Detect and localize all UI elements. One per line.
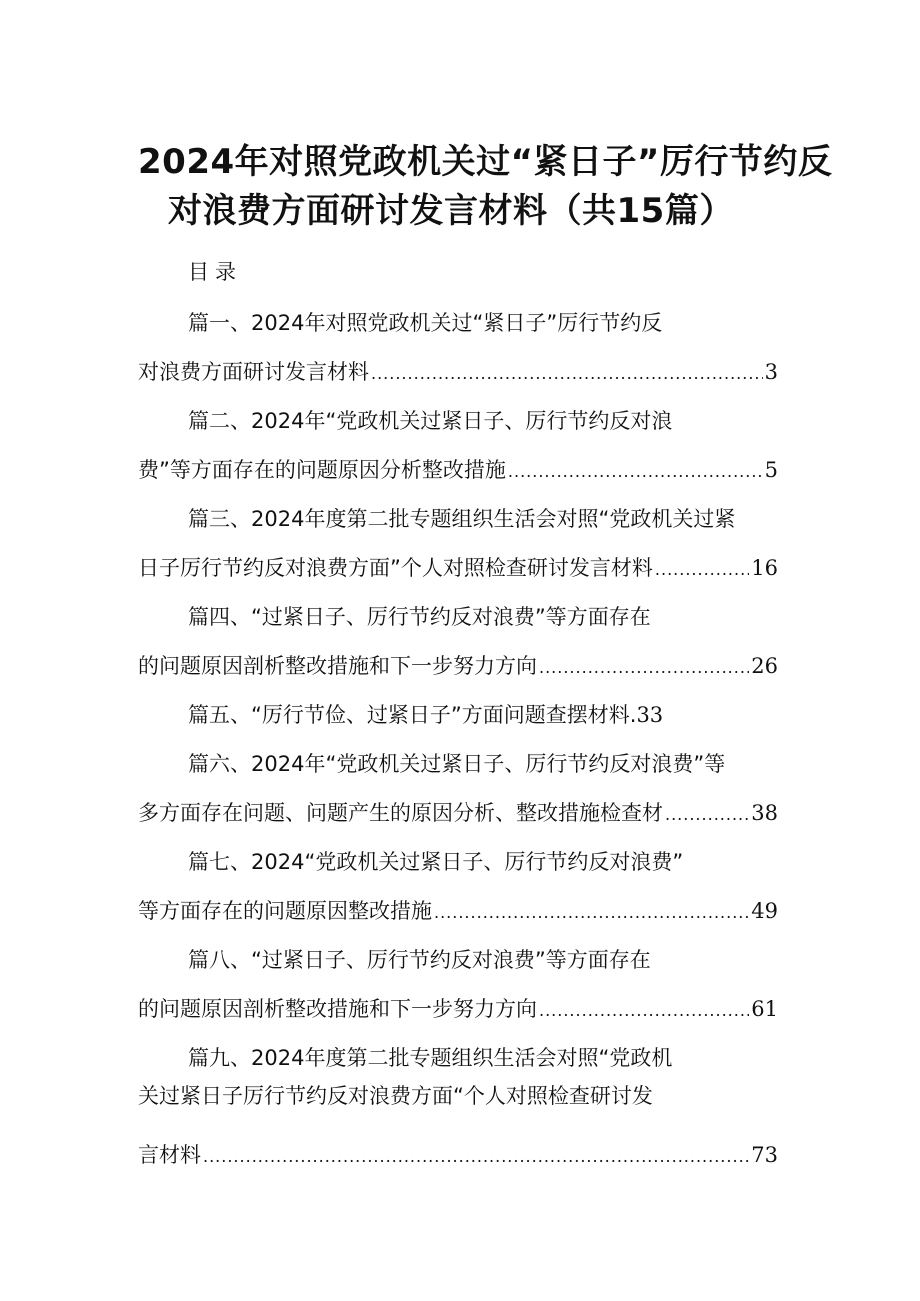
toc-entry-5-page: 33	[636, 703, 664, 727]
toc-entry-2-page: 5	[764, 458, 778, 482]
toc-entry-6-text: 多方面存在问题、问题产生的原因分析、整改措施检查材	[138, 801, 663, 825]
toc-entry-9-line-3	[138, 1139, 778, 1169]
toc-leader-dots	[434, 903, 749, 922]
toc-entry-9-line-1: 篇九、2024年度第二批专题组织生活会对照“党政机	[188, 1046, 673, 1070]
toc-entry-8-line-2	[138, 993, 778, 1023]
toc-entry-8-line-1: 篇八、“过紧日子、厉行节约反对浪费”等方面存在	[188, 948, 651, 972]
toc-leader-dots	[371, 364, 763, 383]
toc-entry-7-page: 49	[751, 899, 778, 923]
toc-entry-2-line-2	[138, 454, 778, 484]
toc-entry-4-page: 26	[751, 654, 778, 678]
toc-entry-3-text: 日子厉行节约反对浪费方面”个人对照检查研讨发言材料	[138, 556, 653, 580]
toc-entry-6-page: 38	[751, 801, 778, 825]
toc-entry-7-text: 等方面存在的问题原因整改措施	[138, 899, 432, 923]
toc-entry-9-text: 言材料	[138, 1143, 201, 1167]
toc-entry-1-text: 对浪费方面研讨发言材料	[138, 360, 369, 384]
toc-heading: 目录	[188, 260, 242, 284]
toc-leader-dots	[203, 1147, 749, 1166]
toc-leader-dots	[539, 1001, 749, 1020]
toc-leader-dots	[655, 560, 749, 579]
toc-entry-4-text: 的问题原因剖析整改措施和下一步努力方向	[138, 654, 537, 678]
toc-leader-dots	[665, 805, 749, 824]
toc-entry-7-line-1: 篇七、2024“党政机关过紧日子、厉行节约反对浪费”	[188, 850, 684, 874]
document-title-line-1: 2024年对照党政机关过“紧日子”厉行节约反	[138, 142, 833, 182]
toc-entry-5-line-1	[188, 699, 663, 729]
toc-entry-2-text: 费”等方面存在的问题原因分析整改措施	[138, 458, 506, 482]
toc-entry-8-page: 61	[751, 997, 778, 1021]
toc-entry-3-line-2	[138, 552, 778, 582]
toc-entry-6-line-2	[138, 797, 778, 827]
toc-entry-9-page: 73	[751, 1143, 778, 1167]
toc-entry-5-text: 篇五、“厉行节俭、过紧日子”方面问题查摆材料.	[188, 703, 637, 727]
toc-entry-4-line-1: 篇四、“过紧日子、厉行节约反对浪费”等方面存在	[188, 605, 651, 629]
toc-entry-3-line-1: 篇三、2024年度第二批专题组织生活会对照“党政机关过紧	[188, 507, 736, 531]
toc-entry-8-text: 的问题原因剖析整改措施和下一步努力方向	[138, 997, 537, 1021]
toc-entry-2-line-1: 篇二、2024年“党政机关过紧日子、厉行节约反对浪	[188, 409, 673, 433]
toc-leader-dots	[539, 658, 749, 677]
toc-leader-dots	[508, 462, 763, 481]
toc-entry-1-line-2	[138, 356, 778, 386]
toc-entry-4-line-2	[138, 650, 778, 680]
document-title-line-2: 对浪费方面研讨发言材料（共15篇）	[168, 191, 734, 231]
toc-entry-7-line-2	[138, 895, 778, 925]
toc-entry-6-line-1: 篇六、2024年“党政机关过紧日子、厉行节约反对浪费”等	[188, 752, 726, 776]
toc-entry-9-line-2: 关过紧日子厉行节约反对浪费方面“个人对照检查研讨发	[138, 1084, 653, 1108]
toc-entry-1-page: 3	[764, 360, 778, 384]
toc-entry-3-page: 16	[751, 556, 778, 580]
toc-entry-1-line-1: 篇一、2024年对照党政机关过“紧日子”厉行节约反	[188, 311, 663, 335]
